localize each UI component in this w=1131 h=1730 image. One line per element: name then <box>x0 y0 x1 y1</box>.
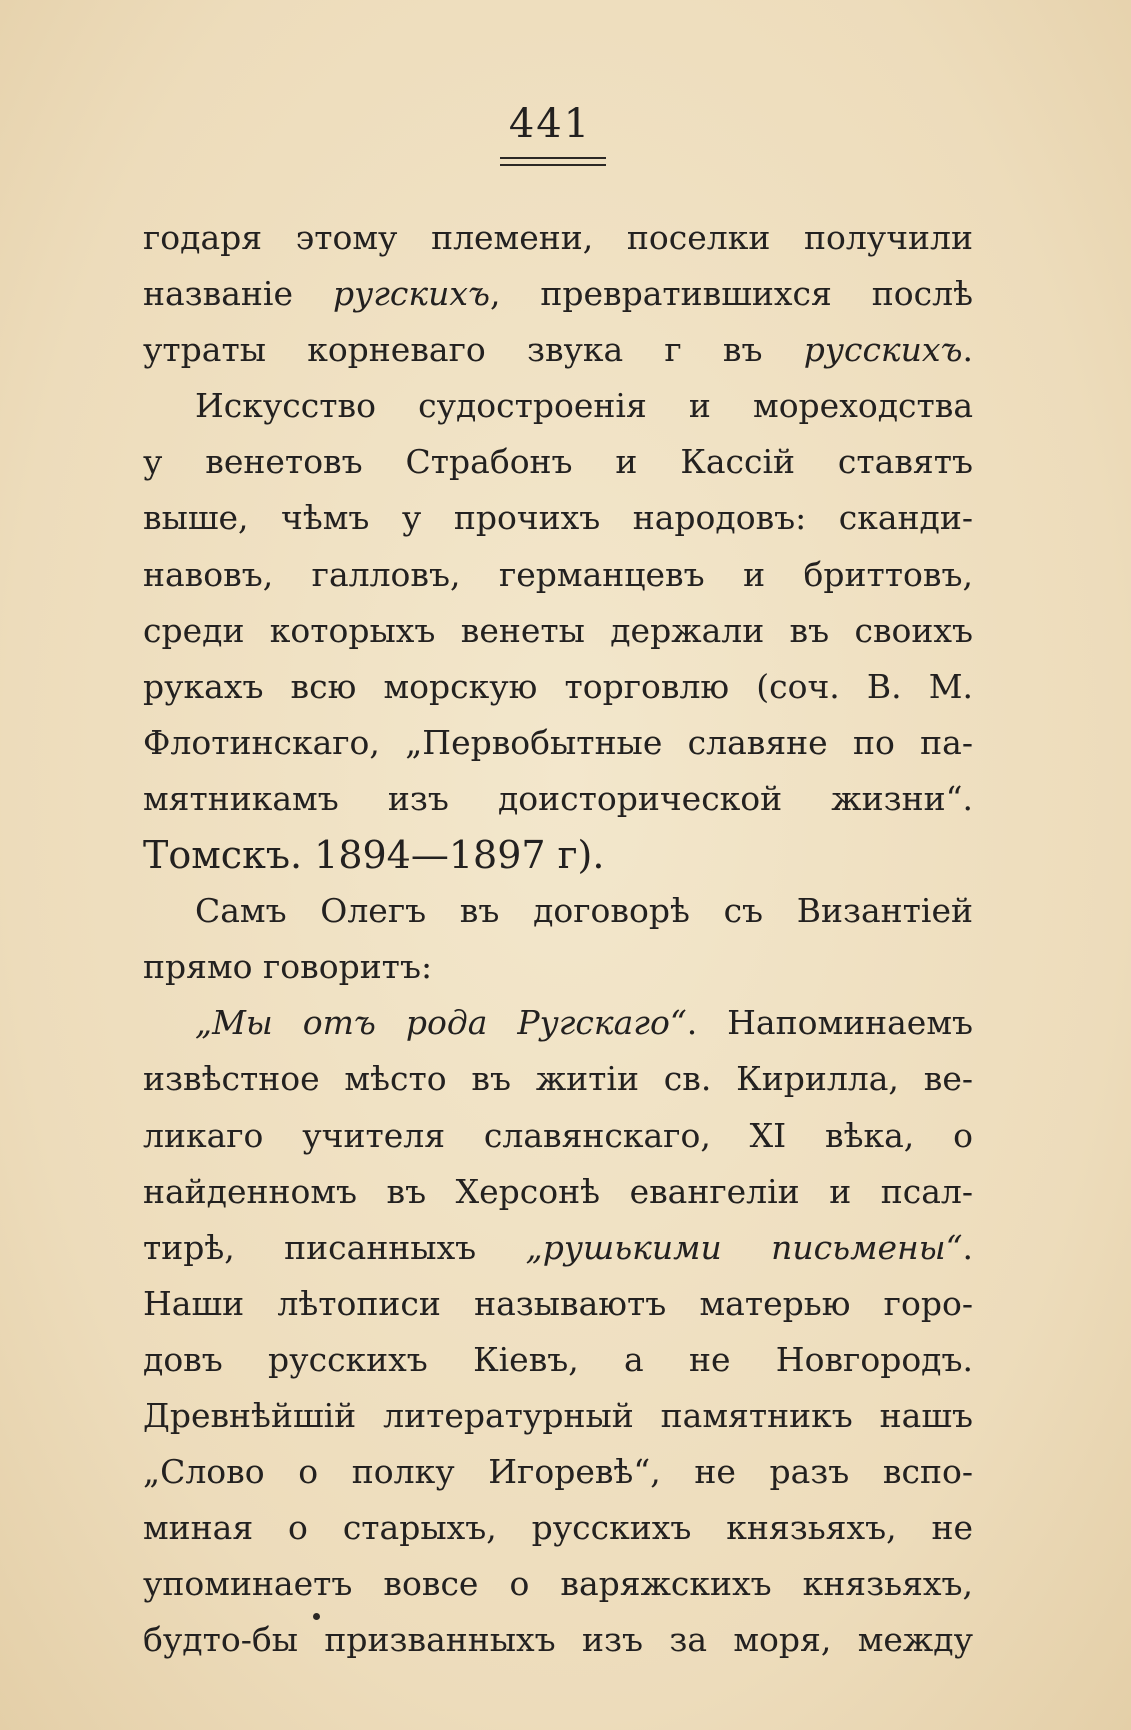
line-text: выше, чѣмъ у прочихъ народовъ: сканди- <box>143 498 973 538</box>
line-text: у венетовъ Страбонъ и Кассій ставятъ <box>143 442 973 482</box>
line-text: . <box>962 330 973 370</box>
line-text: . <box>962 1227 973 1267</box>
text-line <box>143 1612 973 1668</box>
text-line <box>143 547 973 603</box>
line-text: довъ русскихъ Кіевъ, а не Новгородъ. <box>143 1339 973 1379</box>
line-text: мятникамъ изъ доисторической жизни“. <box>143 778 973 818</box>
text-line <box>143 939 973 995</box>
text-line <box>143 1388 973 1444</box>
text-line <box>143 1332 973 1388</box>
line-text: Искусство судостроенія и мореходства <box>195 386 973 426</box>
text-line <box>143 434 973 490</box>
text-line <box>143 322 973 378</box>
text-line <box>143 1108 973 1164</box>
line-text: найденномъ въ Херсонѣ евангеліи и псал- <box>143 1171 973 1211</box>
line-text: миная о старыхъ, русскихъ князьяхъ, не <box>143 1508 973 1548</box>
line-text: Флотинскаго, „Первобытные славяне по па- <box>143 722 973 762</box>
text-line <box>143 210 973 266</box>
italic-text: „Мы отъ рода Ругскаго“ <box>195 1003 687 1043</box>
text-line <box>143 1220 973 1276</box>
italic-text: русскихъ <box>803 330 963 370</box>
line-text: среди которыхъ венеты держали въ своихъ <box>143 610 973 650</box>
text-line <box>143 266 973 322</box>
text-line <box>143 1276 973 1332</box>
line-text: прямо говоритъ: <box>143 947 433 987</box>
ink-speck <box>313 1613 320 1620</box>
line-text: . Напоминаемъ <box>686 1003 973 1043</box>
line-text: „Слово о полку Игоревѣ“, не разъ вспо- <box>143 1452 973 1492</box>
italic-text: ругскихъ <box>332 274 490 314</box>
line-text: , превратившихся послѣ <box>489 274 973 314</box>
text-line <box>143 715 973 771</box>
double-rule-bottom <box>500 164 606 166</box>
line-text: навовъ, галловъ, германцевъ и бриттовъ, <box>143 554 973 594</box>
line-text: Томскъ. 1894—1897 г). <box>143 833 605 878</box>
text-line <box>143 659 973 715</box>
double-rule-top <box>500 157 606 159</box>
body-text <box>143 210 973 1668</box>
line-text: утраты корневаго звука г въ <box>143 330 804 370</box>
line-text: тирѣ, писанныхъ <box>143 1227 526 1267</box>
text-line <box>143 827 973 883</box>
text-line <box>143 1500 973 1556</box>
text-line <box>143 995 973 1051</box>
text-line <box>143 1444 973 1500</box>
italic-text: „рушькими письмены“ <box>525 1227 963 1267</box>
line-text: Древнѣйшій литературный памятникъ нашъ <box>143 1395 973 1435</box>
line-text: Наши лѣтописи называютъ матерью горо- <box>143 1283 973 1323</box>
text-line <box>143 1164 973 1220</box>
line-text: годаря этому племени, поселки получили <box>143 218 973 257</box>
text-line <box>143 883 973 939</box>
text-line <box>143 1556 973 1612</box>
page-number: 441 <box>508 101 592 147</box>
line-text: извѣстное мѣсто въ житіи св. Кирилла, ве- <box>143 1059 973 1099</box>
line-text: названіе <box>143 274 333 314</box>
text-line <box>143 603 973 659</box>
line-text: упоминаетъ вовсе о варяжскихъ князьяхъ, <box>143 1564 973 1604</box>
text-line <box>143 1051 973 1107</box>
line-text: Самъ Олегъ въ договорѣ съ Византіей <box>195 891 973 931</box>
text-line <box>143 490 973 546</box>
line-text: ликаго учителя славянскаго, XI вѣка, о <box>143 1115 973 1155</box>
text-line <box>143 771 973 827</box>
line-text: будто-бы призванныхъ изъ за моря, между <box>143 1620 973 1660</box>
line-text: рукахъ всю морскую торговлю (соч. В. М. <box>143 666 973 706</box>
text-line <box>143 378 973 434</box>
